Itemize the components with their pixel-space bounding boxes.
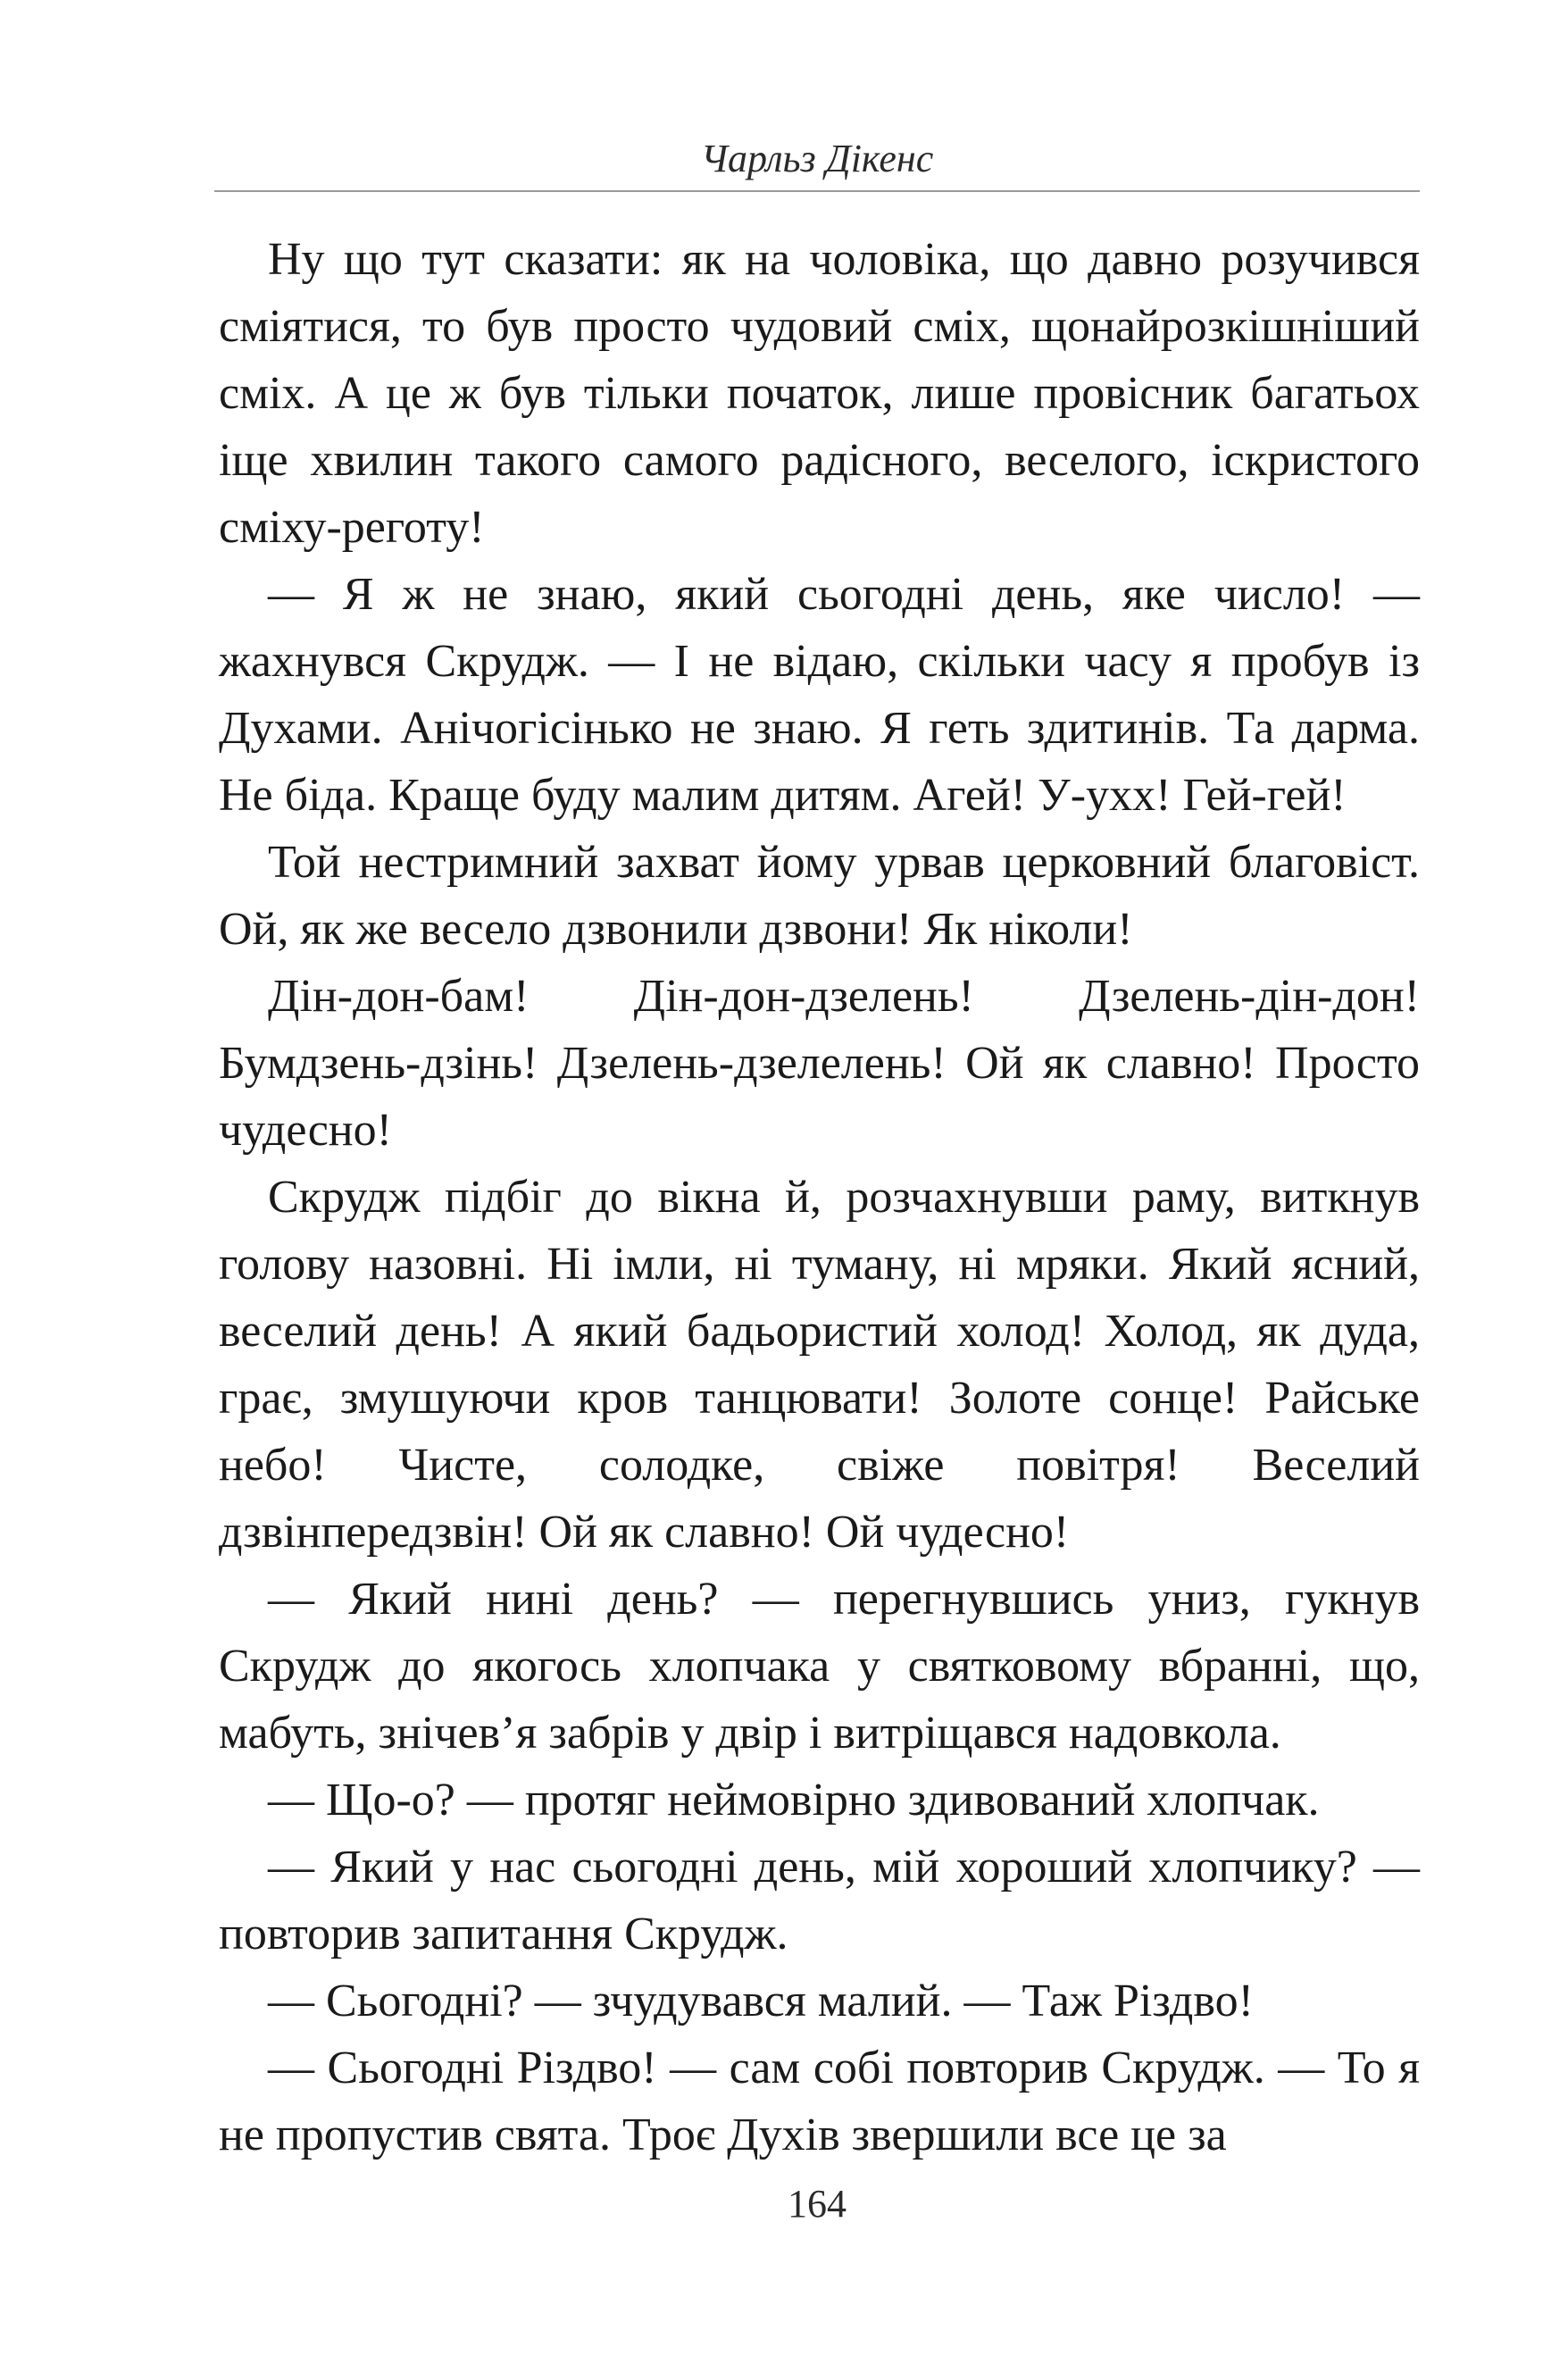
header-rule [214,190,1420,192]
paragraph: — Сьогодні Різдво! — сам собі повторив Скрудж. — То я не пропустив свята. Троє Духів звершили все це за [219,2043,1420,2160]
paragraph: — Що-о? — протяг неймовірно здивований хлопчак. [268,1775,1320,1826]
paragraph: — Я ж не знаю, який сьогодні день, яке число! — жахнувся Скрудж. — І не відаю, скільки часу я пробув із Духами. Анічогісінько не знаю. Я геть здитинів. Та дарма. Не біда. Краще буду малим дитям. Агей! У-ухх! Гей-гей! [219,569,1420,821]
page-number: 164 [788,2182,847,2226]
body-text [219,226,1420,2168]
paragraph: — Який у нас сьогодні день, мій хороший хлопчику? — повторив запитання Скрудж. [219,1842,1420,1959]
paragraph: — Сьогодні? — зчудувався малий. — Таж Різдво! [268,1976,1254,2026]
paragraph: Дін-дон-бам! Дін-дон-дзелень! Дзелень-дін-дон! Бумдзень-дзінь! Дзелень-дзелелень! Ой як славно! Просто чудесно! [219,971,1420,1156]
running-head: Чарльз Дікенс [700,137,934,180]
paragraph: Той нестримний захват йому урвав церковний благовіст. Ой, як же весело дзвонили дзвони! Як ніколи! [219,837,1420,955]
paragraph: Ну що тут сказати: як на чоловіка, що давно розучився сміятися, то був просто чудовий сміх, щонайрозкішніший сміх. А це ж був тільки початок, лише провісник багатьох іще хвилин такого самого радісного, веселого, іскристого сміху-реготу! [219,234,1420,553]
paragraph: Скрудж підбіг до вікна й, розчахнувши раму, виткнув голову назовні. Ні імли, ні туману, ні мряки. Який ясний, веселий день! А який бадьористий холод! Холод, як дуда, грає, змушуючи кров танцювати! Золоте сонце! Райське небо! Чисте, солодке, свіже повітря! Веселий дзвінпередзвін! Ой як славно! Ой чудесно! [219,1172,1420,1558]
paragraph: — Який нині день? — перегнувшись униз, гукнув Скрудж до якогось хлопчака у святковому вбранні, що, мабуть, знічев’я забрів у двір і витріщався надовкола. [219,1574,1420,1759]
